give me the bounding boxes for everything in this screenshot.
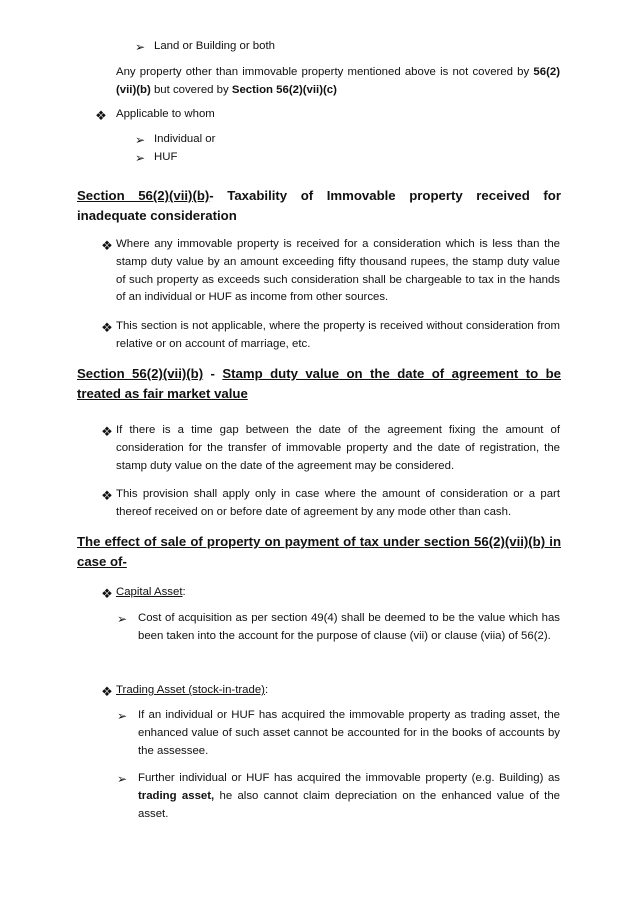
arrow-bullet-icon: ➢ xyxy=(116,612,128,626)
land-item: Land or Building or both xyxy=(154,40,275,52)
applicable-heading: Applicable to whom xyxy=(116,108,215,120)
section-ref: 56(2)(vii)(b) xyxy=(116,66,560,96)
arrow-bullet-icon: ➢ xyxy=(134,40,146,54)
trading-asset-colon: : xyxy=(264,684,269,696)
capital-asset-label xyxy=(116,584,186,602)
trading-item2-text-post: he also cannot claim depreciation on the enhanced value of the asset. xyxy=(138,789,561,820)
section2-heading-title: Stamp duty value on the date of agreement to be treated as fair market value xyxy=(77,366,561,401)
section1-heading-title: - Taxability of Immovable property received for inadequate consideration xyxy=(77,188,561,223)
diamond-bullet-icon: ❖ xyxy=(101,586,113,601)
diamond-bullet-icon: ❖ xyxy=(95,108,107,123)
section2-heading-sep: - xyxy=(203,366,223,381)
section1-heading-ref: Section 56(2)(vii)(b) xyxy=(77,188,210,203)
section1-heading xyxy=(77,186,561,226)
arrow-bullet-icon: ➢ xyxy=(116,772,128,786)
section1-bullet: This section is not applicable, where the property is received without consideration from relative or on account of marriage, etc. xyxy=(116,320,560,350)
diamond-bullet-icon: ❖ xyxy=(101,320,113,335)
arrow-bullet-icon: ➢ xyxy=(134,133,146,147)
diamond-bullet-icon: ❖ xyxy=(101,684,113,699)
arrow-bullet-icon: ➢ xyxy=(134,151,146,165)
capital-asset-colon: : xyxy=(182,586,186,598)
section-ref-c: Section 56(2)(vii)(c) xyxy=(231,83,337,96)
section2-heading xyxy=(77,364,561,404)
section2-bullet: If there is a time gap between the date of the agreement fixing the amount of consideration for the transfer of immovable property and the date of registration, the stamp duty value on the date of the agreement may be considered. xyxy=(116,424,560,472)
section1-bullet: Where any immovable property is received for a consideration which is less than the stamp duty value by an amount exceeding fifty thousand rupees, the stamp duty value of such property as exceeds such consideration shall be chargeable to tax in the hands of an individual or HUF as income from other sources. xyxy=(116,238,560,304)
section2-bullet: This provision shall apply only in case where the amount of consideration or a part thereof received on or before date of agreement by any mode other than cash. xyxy=(116,488,560,518)
capital-asset-item: Cost of acquisition as per section 49(4) shall be deemed to be the value which has been taken into the account for the purpose of clause (vii) or clause (viia) of 56(2). xyxy=(138,612,560,642)
applicable-item: Individual or xyxy=(154,133,216,145)
trading-asset-label xyxy=(116,682,268,700)
other-property-text: Any property other than immovable property mentioned above is not covered by xyxy=(116,66,534,78)
trading-asset-item: If an individual or HUF has acquired the immovable property as trading asset, the enhanced value of such asset cannot be accounted for in the books of accounts by the assessee. xyxy=(138,709,560,757)
diamond-bullet-icon: ❖ xyxy=(101,238,113,253)
applicable-item: HUF xyxy=(154,151,178,163)
capital-asset-title: Capital Asset xyxy=(116,586,183,598)
trading-item2-bold: trading asset, xyxy=(138,789,215,802)
section2-heading-ref: Section 56(2)(vii)(b) xyxy=(77,366,204,381)
trading-asset-title: Trading Asset (stock-in-trade) xyxy=(116,684,265,696)
trading-asset-item xyxy=(138,770,560,823)
other-property-text-mid: but covered by xyxy=(150,83,232,96)
trading-item2-text: Further individual or HUF has acquired the immovable property (e.g. Building) as xyxy=(138,772,560,784)
diamond-bullet-icon: ❖ xyxy=(101,488,113,503)
arrow-bullet-icon: ➢ xyxy=(116,709,128,723)
section3-heading: The effect of sale of property on payment of tax under section 56(2)(vii)(b) in case of- xyxy=(77,534,561,569)
other-property-paragraph xyxy=(116,64,560,100)
diamond-bullet-icon: ❖ xyxy=(101,424,113,439)
